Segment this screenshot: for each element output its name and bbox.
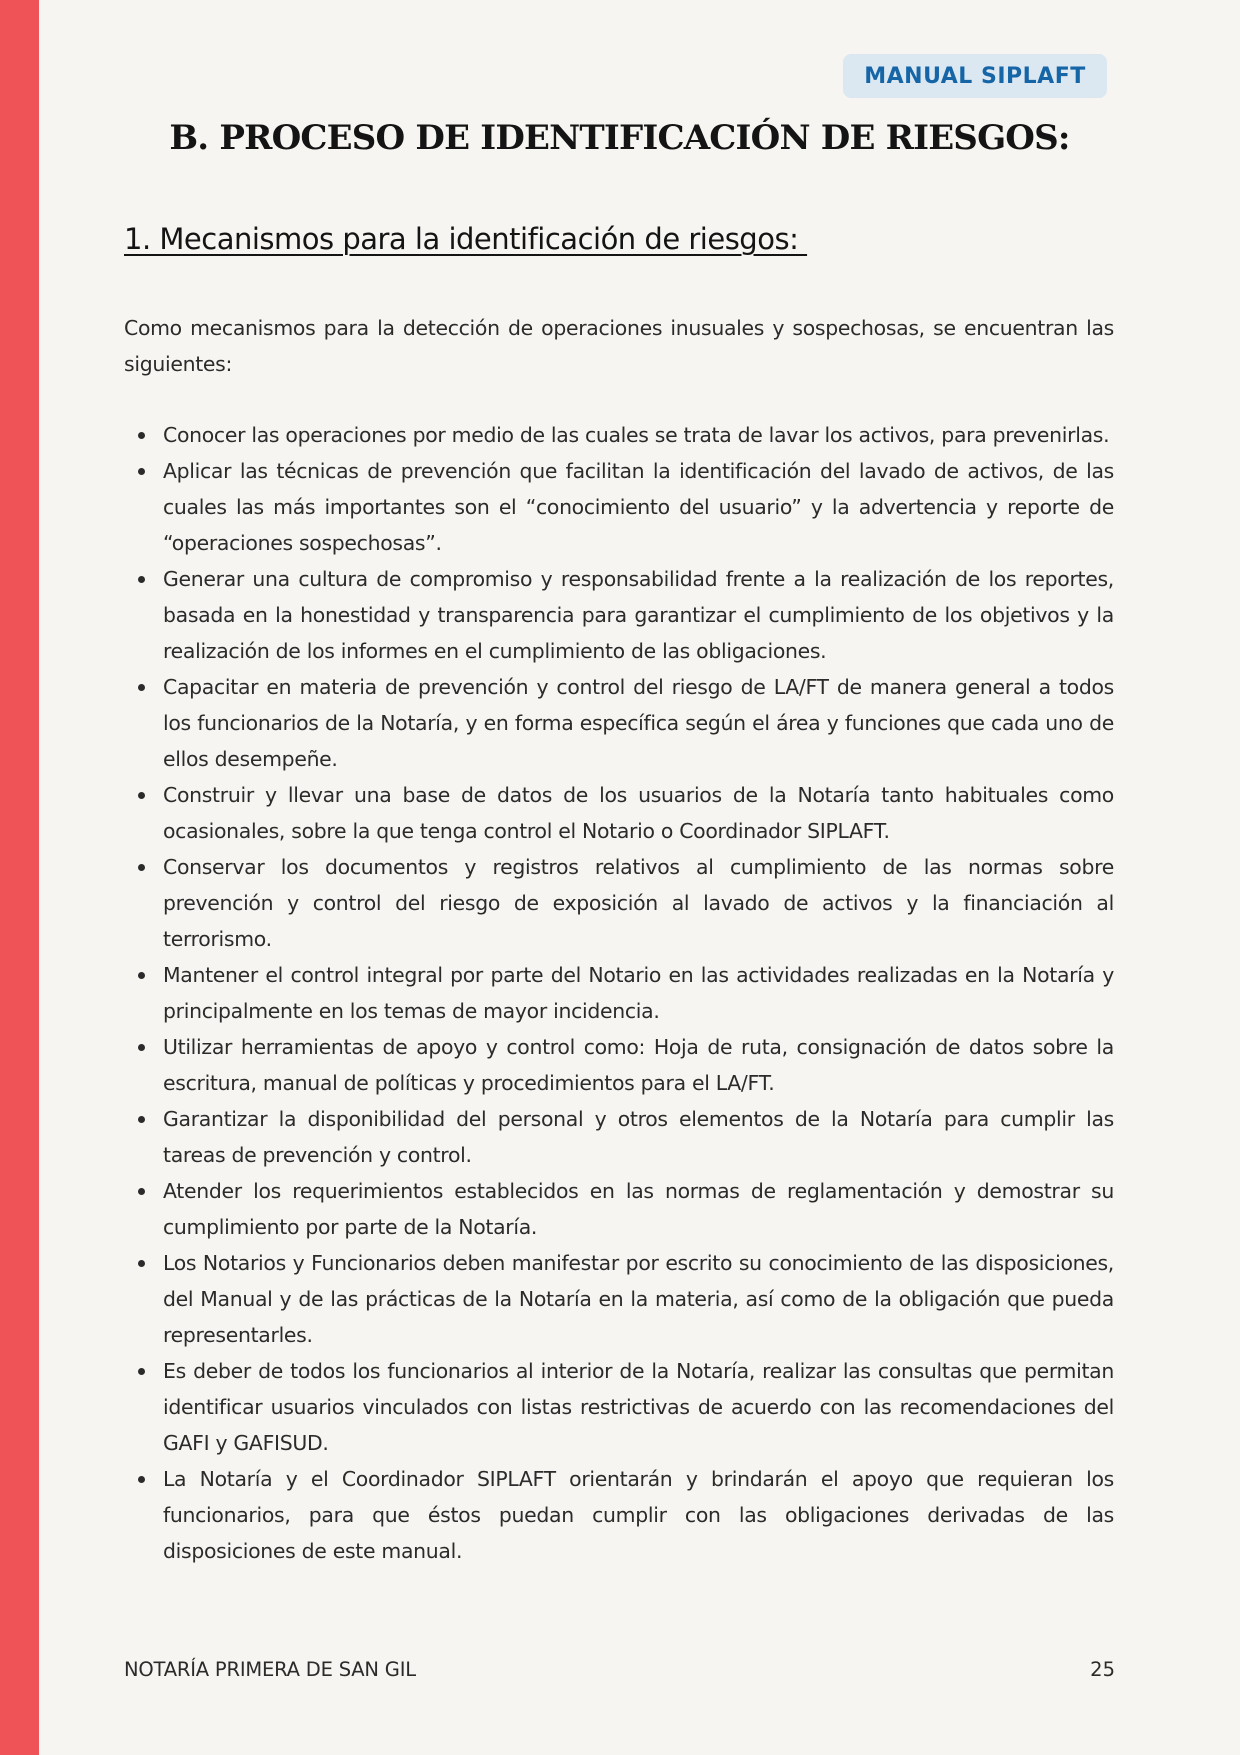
section-heading: 1. Mecanismos para la identificación de riesgos: (124, 222, 808, 256)
list-item (124, 957, 1114, 1029)
manual-badge: MANUAL SIPLAFT (843, 54, 1107, 98)
bullet-icon (138, 972, 145, 979)
bullet-icon (138, 1260, 145, 1267)
bullet-icon (138, 1476, 145, 1483)
list-item-text: Mantener el control integral por parte del Notario en las actividades realizadas en la Notaría y principalmente en los temas de mayor incidencia. (163, 963, 1114, 1023)
list-item-text: Garantizar la disponibilidad del personal y otros elementos de la Notaría para cumplir las tareas de prevención y control. (163, 1107, 1114, 1167)
list-item (124, 1173, 1114, 1245)
list-item-text: Capacitar en materia de prevención y control del riesgo de LA/FT de manera general a todos los funcionarios de la Notaría, y en forma específica según el área y funciones que cada uno de ellos desempeñe. (163, 675, 1114, 771)
page-title: B. PROCESO DE IDENTIFICACIÓN DE RIESGOS: (169, 118, 1070, 158)
list-item-text: Generar una cultura de compromiso y responsabilidad frente a la realización de los reportes, basada en la honestidad y transparencia para garantizar el cumplimiento de los objetivos y la realización de los informes en el cumplimiento de las obligaciones. (163, 567, 1114, 663)
list-item (124, 669, 1114, 777)
list-item (124, 1461, 1114, 1569)
list-item (124, 849, 1114, 957)
bullet-icon (138, 1044, 145, 1051)
list-item (124, 1029, 1114, 1101)
left-accent-bar (0, 0, 39, 1755)
list-item (124, 417, 1114, 453)
bullet-icon (138, 1368, 145, 1375)
bullet-icon (138, 576, 145, 583)
list-item-text: Aplicar las técnicas de prevención que facilitan la identificación del lavado de activos, de las cuales las más importantes son el “conocimiento del usuario” y la advertencia y reporte de “operaciones sospechosas”. (163, 459, 1114, 555)
list-item (124, 1245, 1114, 1353)
list-item (124, 1353, 1114, 1461)
list-item (124, 453, 1114, 561)
list-item-text: Conservar los documentos y registros relativos al cumplimiento de las normas sobre prevención y control del riesgo de exposición al lavado de activos y la financiación al terrorismo. (163, 855, 1114, 951)
bullet-icon (138, 792, 145, 799)
bullet-icon (138, 1188, 145, 1195)
bullet-icon (138, 468, 145, 475)
list-item-text: Atender los requerimientos establecidos en las normas de reglamentación y demostrar su cumplimiento por parte de la Notaría. (163, 1179, 1114, 1239)
list-item (124, 561, 1114, 669)
list-item-text: Es deber de todos los funcionarios al interior de la Notaría, realizar las consultas que permitan identificar usuarios vinculados con listas restrictivas de acuerdo con las recomendaciones del GAFI y GAFISUD. (163, 1359, 1114, 1455)
list-item-text: Construir y llevar una base de datos de los usuarios de la Notaría tanto habituales como ocasionales, sobre la que tenga control el Notario o Coordinador SIPLAFT. (163, 783, 1114, 843)
footer-organization: NOTARÍA PRIMERA DE SAN GIL (124, 1658, 416, 1681)
bullet-icon (138, 1116, 145, 1123)
bullet-icon (138, 432, 145, 439)
list-item-text: La Notaría y el Coordinador SIPLAFT orientarán y brindarán el apoyo que requieran los funcionarios, para que éstos puedan cumplir con las obligaciones derivadas de las disposiciones de este manual. (163, 1467, 1114, 1563)
bullet-icon (138, 864, 145, 871)
mechanisms-list (124, 417, 1114, 1569)
list-item-text: Utilizar herramientas de apoyo y control como: Hoja de ruta, consignación de datos sobre la escritura, manual de políticas y procedimientos para el LA/FT. (163, 1035, 1114, 1095)
list-item-text: Conocer las operaciones por medio de las cuales se trata de lavar los activos, para prevenirlas. (163, 423, 1110, 447)
bullet-icon (138, 684, 145, 691)
list-item (124, 1101, 1114, 1173)
intro-paragraph: Como mecanismos para la detección de operaciones inusuales y sospechosas, se encuentran las siguientes: (124, 316, 1114, 376)
list-item-text: Los Notarios y Funcionarios deben manifestar por escrito su conocimiento de las disposiciones, del Manual y de las prácticas de la Notaría en la materia, así como de la obligación que pueda representarles. (163, 1251, 1114, 1347)
list-item (124, 777, 1114, 849)
page-number: 25 (1090, 1658, 1115, 1681)
